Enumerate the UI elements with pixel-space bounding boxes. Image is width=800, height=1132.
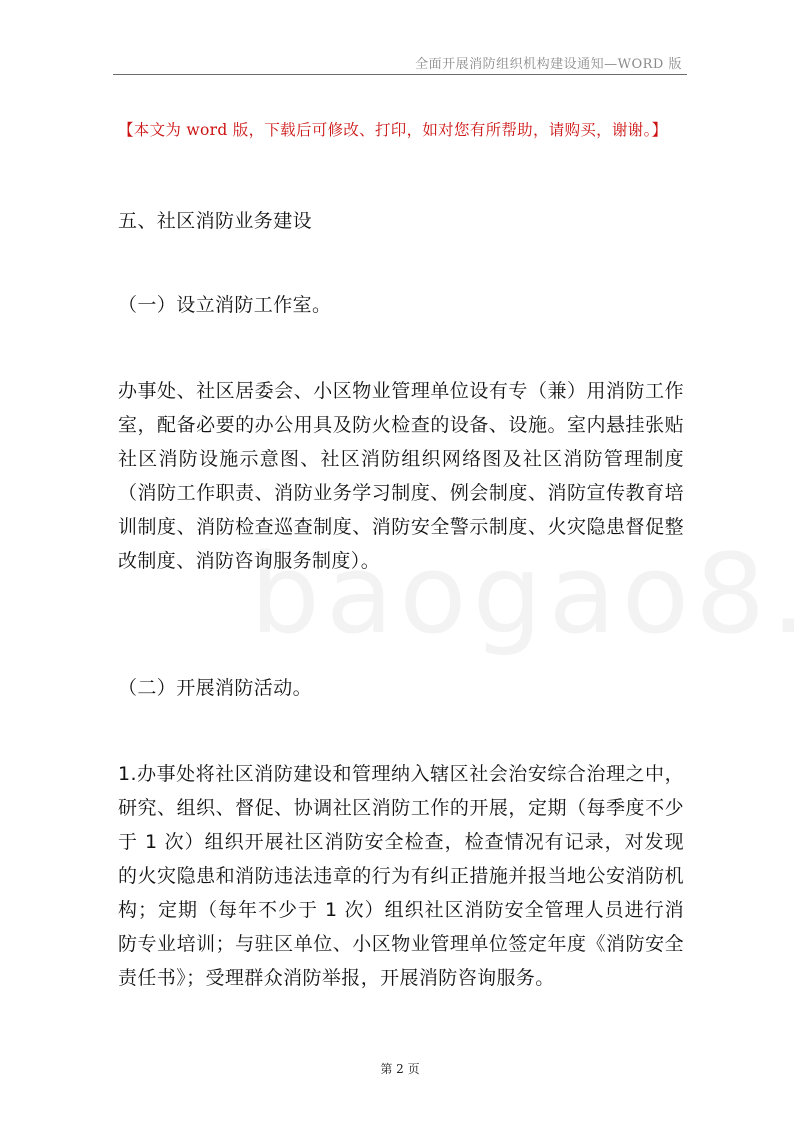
document-header-title: 全面开展消防组织机构建设通知—WORD 版 bbox=[415, 57, 682, 72]
header-divider bbox=[113, 74, 687, 75]
paragraph-2: 1.办事处将社区消防建设和管理纳入辖区社会治安综合治理之中，研究、组织、督促、协调社区消防工作的开展，定期（每季度不少于 1 次）组织开展社区消防安全检查，检查情况有记录，对发现的火灾隐患和消防违法违章的行为有纠正措施并报当地公安消防机构；定期（每年不少于 1 次）组织社区消防安全管理人员进行消防专业培训；与驻区单位、小区物业管理单位签定年度《消防安全责任书》；受理群众消防举报，开展消防咨询服务。 bbox=[118, 763, 684, 989]
section-heading: 五、社区消防业务建设 bbox=[118, 210, 313, 232]
paragraph-1: 办事处、社区居委会、小区物业管理单位设有专（兼）用消防工作室，配备必要的办公用具及防火检查的设备、设施。室内悬挂张贴社区消防设施示意图、社区消防组织网络图及社区消防管理制度（消防工作职责、消防业务学习制度、例会制度、消防宣传教育培训制度、消防检查巡查制度、消防安全警示制度、火灾隐患督促整改制度、消防咨询服务制度）。 bbox=[118, 380, 684, 572]
purchase-notice: 【本文为 word 版，下载后可修改、打印，如对您有所帮助，请购买，谢谢。】 bbox=[118, 121, 668, 139]
subsection-heading-2: （二）开展消防活动。 bbox=[118, 677, 313, 699]
page-number: 第 2 页 bbox=[380, 1062, 420, 1076]
subsection-heading-1: （一）设立消防工作室。 bbox=[118, 294, 332, 316]
